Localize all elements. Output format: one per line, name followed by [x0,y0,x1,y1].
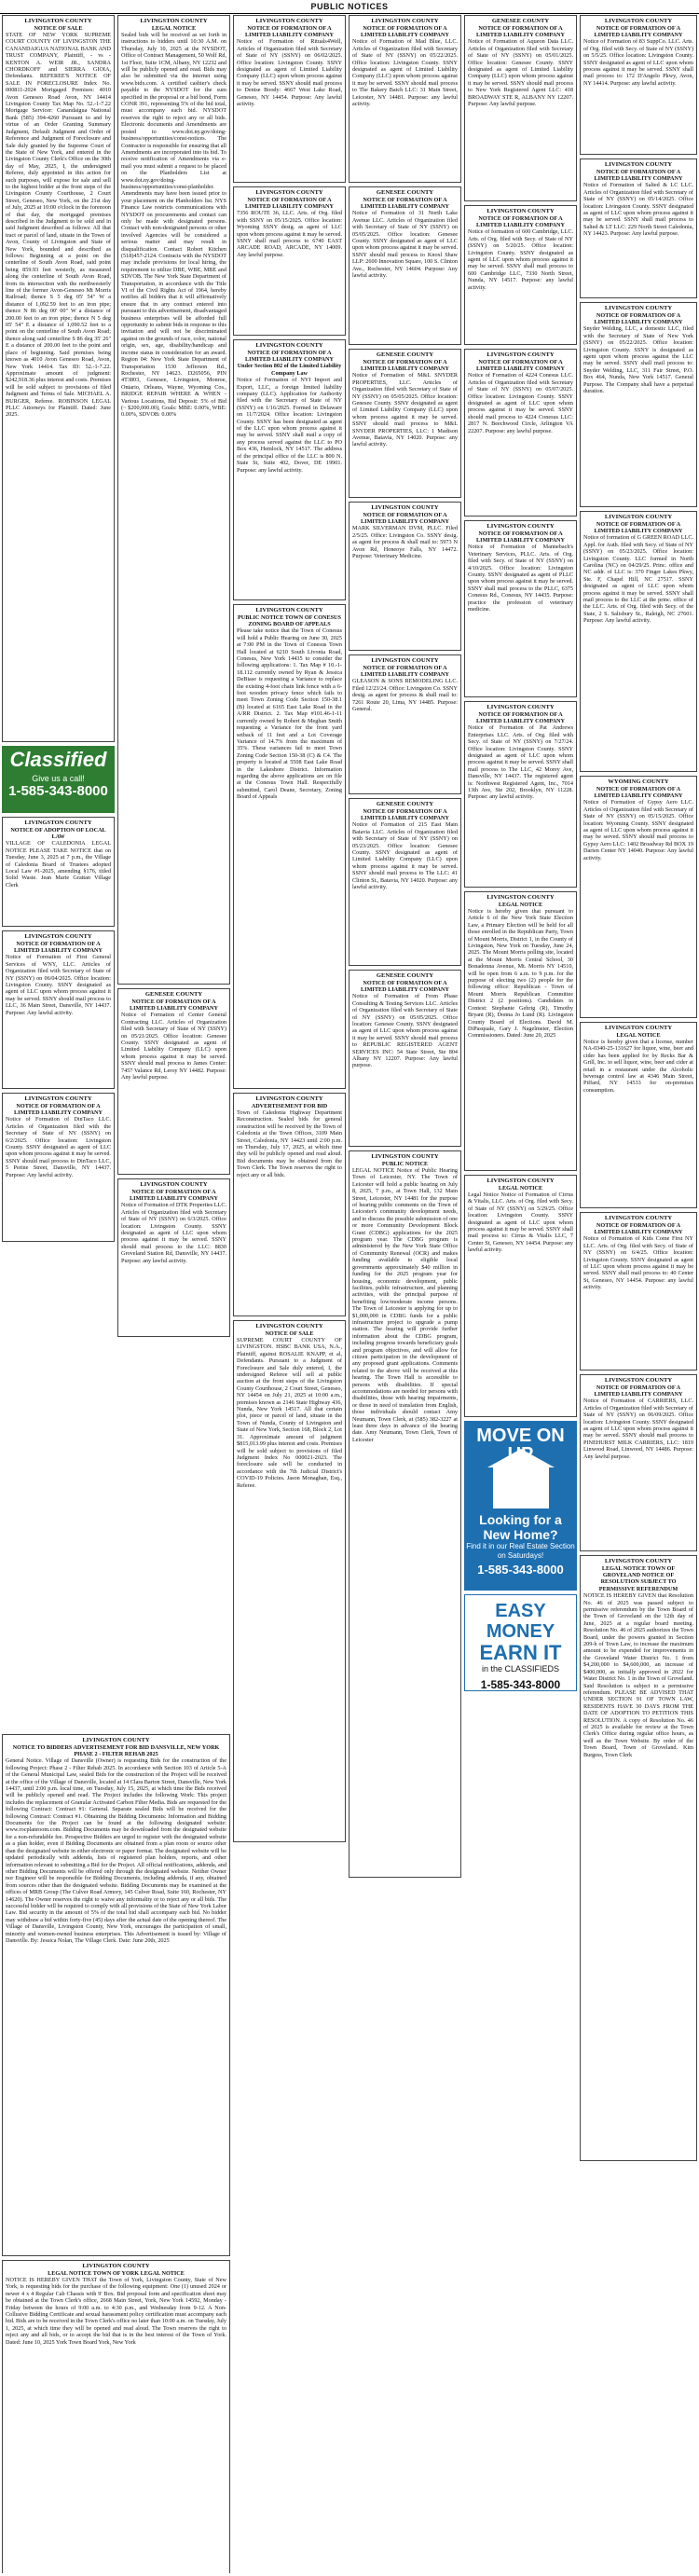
notice-body: Notice of Formation of Gypsy Aero LLC. Articles of Organization filed with Secretary of State of NY (SSNY) on 05/15/2025. Office location: Wyoming County. SSNY designated as agent of LLC upon whom process against it may be served. SSNY should mail process to Gypsy Aero LLC: 1402 Broadway Rd BOX 19 Darien Center NY 14040. Purpose: Any lawful activity. [583,799,693,861]
notice-county: LIVINGSTON COUNTY [24,1095,92,1102]
page-header: PUBLIC NOTICES [0,0,699,14]
legal-notice [580,302,697,507]
notice-county: GENESEE COUNTY [376,351,434,358]
notice-heading: NOTICE OF FORMATION OF A LIMITED LIABILITY COMPANY [14,1102,103,1116]
notice-body: Notice of Formation of CARRIERS, LLC. Articles of Organization filed with Secretary of State of NY (SSNY) on 06/09/2025. Office location: Livingston County. SSNY designated as agent of LLC upon whom process against it may be served. SSNY should mail process to PINEHURST MILK CARRIERS, LLC: 1819 Linwood Road, Linwood, NY 14486. Purpose: Any lawful purpose. [583,1398,693,1460]
ad-phone: 1-585-343-8000 [477,1563,564,1577]
notice-heading: NOTICE OF FORMATION OF A LIMITED LIABILITY COMPANY [361,511,449,525]
notice-county: LIVINGSTON COUNTY [371,1153,439,1160]
notice-county: LIVINGSTON COUNTY [24,933,92,940]
notice-body: Notice is hereby given that pursuant to Article 6 of the New York State Election Law, a Primary Election will be held for all those enrolled in the Republican Party, Town of Mount Morris, District 1, in the County of Livingston, New York on Tuesday, June 24, 2025. The Mount Morris polling site, located at the Mount Morris Central School, 30 Bonadonna Avenue, Mt. Morris NY 14510, will be open from 6 a.m. to 9 p.m. for the purpose of electing two (2) people for the following office: Republican - Town of Mount Morris Republican Committee District 2 (2 positions). Candidates in Contest: Stephanie Gehrig (R), Timothy Bryant (R), Donna Jo Lund (R). Livingston County Board of Elections. David M. DiPasquale, Gary J. Nagelmeier, Election Commissioners. Dated: June 20, 2025 [468,908,573,1040]
notice-body: NOTICE IS HEREBY GIVEN that Resolution No. 46 of 2025 was passed subject to permissive referendum by the Town Board of the Town of Groveland on the 12th day of June, 2025 at a regular board meeting. Resolution No. 46 of 2025 authorizes the Town Board, under the powers granted in Section 209-h of Town Law, to increase the maximum amount to be expended for improvements in the Groveland Water District No. 1 from $4,200,000 to $4,600,000, an increase of $400,000, as initially approved in 2022 for Water District No. 1 in the Town of Groveland. Said Resolution is subject to a permissive referendum. PLEASE BE ADVISED THAT UNDER SECTION 91 OF TOWN LAW, RESIDENTS HAVE 30 DAYS FROM THE DATE OF ADOPTION TO PETITION THIS RESOLUTION. A copy of Resolution No. 46 of 2025 is available for review at the Town Clerk's Office during regular office hours, as well as the Town Website. By order of the Town Board, Town of Groveland. Kim Burgess, Town Clerk [583,1592,693,1758]
notice-heading: NOTICE OF FORMATION OF A LIMITED LIABILITY COMPANY [594,168,683,182]
notice-body: GLEASON & SONS REMODELING LLC. Filed 12/23/24. Office: Livingston Co. SSNY desig. as agent for process & shall mail to: 7261 Route 20, Lima, NY 14485. Purpose: General. [352,678,458,713]
notice-body: Notice is hereby given that a license, number NA-0340-25-131627 for liquor, wine, beer and cider has been applied for by Recks Bar & Grill, Inc. to sell liquor, wine, beer and cider at retail in a restaurant under the Alcoholic beverage control law at 4346 Main Street, Piffard, NY 14533 for on-premises consumption. [583,1039,693,1094]
notice-body: Notice of formation of 600 Cambridge, LLC. Arts. of Org. filed with Secy. of State of NY (SSNY) on 5/20/25. Office location: Livingston County. SSNY designated as agent of LLC upon whom process against it may be served. SSNY shall mail process to 600 Cambridge LLC, 7330 North Street, Nunda, NY 14517. Purpose: any lawful activity. [468,228,573,291]
notice-county: GENESEE COUNTY [491,18,550,24]
notice-county: LIVINGSTON COUNTY [255,342,323,349]
notice-body: Notice of Formation of NYI Import and Export, LLC, a foreign limited liability company (LLC). Application for Authority filed with the Secretary of State of NY (SSNY) on 1/16/2025. Formed in Delaware on 11/7/2024. Office location: Livingston County. SSNY has been designated as agent of the LLC upon whom process against it may be served. SSNY shall mail a copy of any process served against the LLC to PO Box 436, Hemlock, NY 14517. The address of the principal office of the LLC is 800 N. State St, Suite 402, Dover, DE 19901. Purpose: any lawful activity. [237,377,342,474]
notice-body: STATE OF NEW YORK SUPREME COURT COUNTY OF LIVINGSTON THE CANANDAIGUA NATIONAL BANK AND TRUST COMPANY, Plaintiff, - vs - KENTON A. WEIR JR., SANDRA CHORDKOFF and SIERRA GIOIA, Defendants. REFEREE'S NOTICE OF SALE IN FORECLOSURE Index No. 000811-2024 Mortgaged Premises: 4010 Avon Geneseo Road Avon, NY 14414 Livingston County Tax Map No. 52.-1-7.22 Mortgage Servicer: Canandaigua National Bank (585) 394-4260 Pursuant to and by virtue of an Order Granting Summary Judgment, Default Judgment and Order of Reference and Judgment of Foreclosure and Sale duly granted by the Supreme Court of the State of New York, and entered in the Livingston County Clerk's Office on the 30th day of May, 2025, I, the undersigned Referee, duly appointed in this action for such purposes, will expose for sale and sell to the highest bidder at the front steps of the Livingston County Courthouse, 2 Court Street, Geneseo, New York, on the 21st day of July, 2025 at 10:00 o'clock in the forenoon of that day, the mortgaged premises described in the Judgment to be sold and in said Judgment described as follows: All that tract or parcel of land, situate in the Town of Avon, County of Livingston and State of New York, bounded and described as follows: Beginning at a point on the centerline of South Avon Road, said point being 859.93 feet westerly, as measured along the centerline of South Avon Road, from its intersection with the northwesterly line of the former Avon-Geneseo Mt Morris Railroad; thence S 5 deg 05' 54" W a distance of 1,092.59 feet to an iron pipe; thence N 86 deg 00' 00" W a distance of 200.00 feet to an iron pipe; thence N 5 deg 05' 54" E a distance of 1,090.52 feet to a point on the centerline of South Avon Road; thence along said centerline S 86 deg 35' 26" E a distance of 200.00 feet to the point and place of beginning. Said premises being known as 4010 Avon Geneseo Road, Avon, New York 14414. Tax ID: 52.-1-7.22. Approximate amount of judgment: $242,918.36 plus interest and costs. Premises will be sold subject to provisions of filed Judgment and Terms of Sale. MICHAEL A. BURGER, Referee. ROBINSON LEGAL PLLC Attorneys for Plaintiff. Dated: June 2025. [6,32,111,419]
notice-heading: NOTICE OF FORMATION OF A LIMITED LIABILITY COMPANY [594,311,683,325]
notice-heading: NOTICE OF FORMATION OF A LIMITED LIABILITY COMPANY Under Section 802 of the Limited Liability Company Law [237,349,342,377]
notice-heading: NOTICE OF FORMATION OF A LIMITED LIABILITY COMPANY [594,785,683,799]
notice-body: Notice of Formation of First General Services of WNY, LLC. Articles of Organization filed with Secretary of State of NY (SSNY) on 06/04/2025. Office location: Livingston County. SSNY designated as agent of LLC upon whom process against it may be served. SSNY should mail process to LLC, 36 Main Street, Dansville, NY 14437. Purpose: Any lawful activity. [6,954,111,1016]
legal-notice [349,186,461,345]
legal-notice [464,349,577,517]
notice-heading: NOTICE OF FORMATION OF A LIMITED LIABILITY COMPANY [361,807,449,821]
notice-county: LIVINGSTON COUNTY [487,894,555,901]
legal-notice [349,1150,461,1878]
notice-body: Please take notice that the Town of Conesus will hold a Public Hearing on June 30, 2025 at 7:00 PM in the Town of Conesus Town Hall located at 6210 South Livonia Road, Conesus, New York 14435 to consider the following applications: 1. Tax Map # 10.-1-18.112 currently owned by Ryan & Jessica DeBiase is requesting a Variance to replace the existing 4-foot chain link fence with a 6-foot wooden privacy fence which fails to meet Town Zoning Code Section 150-38.1 (B) located at 6165 East Lake Road in the A/RR District. 2. Tax Map #101.46-1-11 currently owned by Robert & Meghan Smith requesting a Variance for the front yard setback of 11 feet and a Lot Coverage Variance of 14.7% from the maximum of 35%. These variances fail to meet Town Zoning Code Section 150-38 (C) & C4. The property is located at 5508 East Lake Road in the Lakeshore District. Information regarding the above applications are on file at the Conesus Town Hall. Respectfully submitted, Carol Deane, Secretary, Zoning Board of Appeals [237,627,342,801]
legal-notice [117,15,230,985]
notice-county: LIVINGSTON COUNTY [604,1558,673,1564]
notice-heading: NOTICE OF FORMATION OF A LIMITED LIABILITY COMPANY [130,1188,218,1202]
notice-heading: NOTICE OF FORMATION OF A LIMITED LIABILITY COMPANY [594,24,683,38]
notice-county: LIVINGSTON COUNTY [255,1323,323,1329]
notice-county: LIVINGSTON COUNTY [255,18,323,24]
legal-notice [464,520,577,697]
ad-phone: 1-585-343-8000 [480,1678,561,1691]
notice-body: Snyder Welding, LLC, a domestic LLC, filed with the Secretary of State of New York (SSNY) on 05/22/2025. Office location: Livingston County. SSNY is designated as agent upon whom process against the LLC may be served. SSNY shall mail process to: Snyder Welding, LLC, 311 Fair Street, P.O. Box 464, Nunda, New York 14517. General Purpose. The Company shall have a perpetual duration. [583,325,693,395]
ad-subheadline: EARN IT [479,1641,562,1664]
notice-county: GENESEE COUNTY [376,801,434,807]
ad-tagline: Give us a call! [32,774,85,783]
notice-heading: PUBLIC NOTICE [381,1160,429,1167]
legal-notice [580,511,697,772]
notice-county: LIVINGSTON COUNTY [604,1025,673,1031]
legal-notice [233,1320,346,1842]
notice-heading: NOTICE OF FORMATION OF A LIMITED LIABILITY COMPANY [476,214,565,228]
legal-notice [2,817,115,927]
notice-county: LIVINGSTON COUNTY [140,1181,208,1188]
notice-body: LEGAL NOTICE Notice of Public Hearing Town of Leicester, NY. The Town of Leicester will hold a public hearing on July 8, 2025, 7 p.m., at Town Hall, 132 Main Street, Leicester, NY 14481 for the purpose of hearing public comments on the Town of Leicester's community development needs, and to discuss the possible submission of one or more Community Development Block Grant (CDBG) applications for the 2025 program year. The CDBG program is administered by the New York State Office of Community Renewal (OCR) and makes funding available to eligible local governments approximately $40 million in funding for the 2025 program year for housing, economic development, public facilities, public infrastructure, and planning activities, with the principal purpose of benefiting low/moderate income persons. The Town of Leicester is applying for up to $1,000,000 in CDBG funds for a public infrastructure project to upgrade a pump station. The hearing will provide further information about the CDBG program, including progress towards beneficiary goals and program objectives, and will allow for citizen participation in the development of any proposed grant applications. Comments related to the above will be received at this hearing. The Town Hall is accessible to persons with disabilities. If special accommodations are needed for persons with disabilities, those with hearing impairments, or those in need of translation from English, those individuals should contact Amy Neumann, Town Clerk, at (585) 382-3227 at least three days in advance of the hearing date. Amy Neumann, Town Clerk, Town of Leicester [352,1167,458,1443]
notice-body: Notice of Formation of 31 North Lake Avenue LLC. Articles of Organization filed with Secretary of State of NY (SSNY) on 05/05/2025. Office location: Genesee County. SSNY designated as agent of LLC upon whom process against it may be served. SSNY should mail process to Knoxl Shaw LLP: 2600 Innovation Square, 100 S. Clinton Ave., Rochester, NY 14604. Purpose: Any lawful activity. [352,210,458,280]
column-2 [117,15,230,1730]
notice-heading: NOTICE OF FORMATION OF A LIMITED LIABILITY COMPANY [476,24,565,38]
notice-heading: NOTICE OF FORMATION OF A LIMITED LIABILITY COMPANY [245,196,334,210]
notice-heading: ADVERTISEMENT FOR BID [251,1102,328,1109]
notice-body: Notice of Formation of DinTaco LLC. Articles of Organization filed with the Secretary of State of NY (SSNY) on 6/2/2025. Office location: Livingston County. SSNY designated as agent of LLC upon whom process against it may be served. SSNY should mail process to DinTaco LLC, 5 Perine Street, Dansville, NY 14437. Purpose: Any lawful activity. [6,1116,111,1178]
easy-money-ad [464,1594,577,1691]
notice-body: Notice of Formation of Salted & LC LLC. Articles of Organization filed with Secretary of State of NY (SSNY) on 05/14/2025. Office location: Livingston County. SSNY designated as agent of LLC upon whom process against it may be served. SSNY shall mail process to Salted & LT LLC: 229 North Street Caledonia, NY 14423. Purpose: Any lawful purpose. [583,182,693,238]
legal-notice [349,798,461,966]
notice-body: Notice of Formation of Mad Blue, LLC. Articles of Organization filed with Secretary of State of NY (SSNY) on 05/22/2025. Office location: Livingston County. SSNY designated as agent of Limited Liability Company (LLC) upon whom process against it may be served. SSNY should mail process to The Bakery Batch LLC: 31 Main Street, Leicester, NY 14481. Purpose: any lawful activity. [352,38,458,108]
legal-notice [2,15,115,742]
classified-logo: Classified [9,748,107,771]
legal-notice [464,701,577,888]
notice-body: Notice of Formation of From Phase Consulting & Testing Services LLC. Articles of Organization filed with Secretary of State of NY (SSNY) on 05/05/2025. Office location: Genesee County. SSNY designated as agent of LLC upon whom process against it may be served. SSNY should mail process to REPUBLIC REGISTERED AGENT SERVICES INC: 54 State Street, Ste 804 Albany NY 12207. Purpose: Any lawful purpose. [352,993,458,1069]
notice-county: LIVINGSTON COUNTY [255,1095,323,1102]
ad-phone: 1-585-343-8000 [8,783,108,799]
legal-notice [349,970,461,1147]
notice-county: LIVINGSTON COUNTY [487,208,555,214]
notice-county: LIVINGSTON COUNTY [371,18,439,24]
notice-heading: NOTICE OF SALE [34,24,83,32]
notice-body: Legal Notice Notice of Formation of Cirrus & Vitalis, LLC. Arts. of Org. filed with Secy. of State of NY (SSNY) on 5/29/25. Office location: Livingston County. SSNY designated as agent of LLC upon whom process against it may be served. SSNY shall mail process to: Cirrus & Vitalis LLC, 7 Center St, Geneseo, NY 14454. Purpose: any lawful activity. [468,1192,573,1254]
notice-county: LIVINGSTON COUNTY [604,1377,673,1384]
notice-county: LIVINGSTON COUNTY [24,820,92,826]
notice-county: LIVINGSTON COUNTY [487,704,555,710]
ad-tagline: Find it in our Real Estate Section on Saturdays! [466,1542,575,1560]
notice-county: LIVINGSTON COUNTY [487,351,555,358]
ad-headline: MOVE ON [476,1426,565,1446]
notice-county: LIVINGSTON COUNTY [487,523,555,530]
notice-heading: NOTICE OF FORMATION OF A LIMITED LIABILITY COMPANY [14,940,103,954]
notice-body: Notice of Formation of Mannebach's Veterinary Services, PLLC. Arts. of Org. filed with Secy. of State of NY (SSNY) on 4/10/2025. Office location: Livingston County. SSNY designated as agent of PLLC upon whom process against it may be served. SSNY shall mail process to the PLLC, 6375 Conesus Rd., Conesus, NY 14435. Purpose: practice the profession of veterinary medicine. [468,544,573,613]
notice-county: LIVINGSTON COUNTY [371,504,439,511]
legal-notice [233,15,346,183]
notice-county: LIVINGSTON COUNTY [604,18,673,24]
notice-heading: NOTICE OF FORMATION OF A LIMITED LIABILITY COMPANY [245,24,334,38]
legal-notice [233,339,346,600]
legal-notice [580,1212,697,1371]
legal-notice [233,1093,346,1316]
legal-notice [349,349,461,498]
ad-question: Looking for a New Home? [479,1512,562,1542]
legal-notice [464,1175,577,1417]
notice-body: Notice of Formation of Pat Andrews Enterprises LLC. Arts. of Org. filed with Secy. of State of NY (SSNY) on 7/27/24. Office location: Livingston County. SSNY designated as agent of LLC upon whom process against it may be served. SSNY shall mail process to The LLC, 42 Morey Ave, Dansville, NY 14437. The registered agent is: Northwest Registered Agent, Inc., 7014 13th Ave, Ste 202, Brooklyn, NY 11228. Purpose: any lawful activity. [468,724,573,801]
notice-heading: NOTICE OF FORMATION OF A LIMITED LIABILITY COMPANY [594,520,683,534]
notice-body: Notice of Formation of 4224 Conesus LLC. Articles of Organization filed with Secretary of State of NY (SSNY) on 05/07/2025. Office location: Livingston County. SSNY designated as agent of LLC upon whom process against it may be served. SSNY should mail process to 4224 Conesus LLC: 2817 N. Beechwood Circle, Arlington VA 22207. Purpose: any lawful purpose. [468,372,573,434]
notice-body: Sealed bids will be received as set forth in instructions to bidders until 10:30 A.M. on Thursday, July 10, 2025 at the NYSDOT, Office of Contract Management, 50 Wolf Rd, 1st Floor, Suite 1CM, Albany, NY 12232 and will be publicly opened and read. Bids may also be submitted via the internet using www.bidx.com. A certified cashier's check payable to the NYSDOT for the sum specified in the proposal or a bid bond, Form CONR 391, representing 5% of the bid total, must accompany each bid. NYSDOT reserves the right to reject any or all bids. Electronic documents and Amendments are posted to www.dot.ny.gov/doing-business/opportunities/const-notices. The Contractor is responsible for ensuring that all Amendments are incorporated into its bid. To receive notification of Amendments via e-mail you must submit a request to be placed on the Planholders List at www.dot.ny.gov/doing-business/opportunities/const-planholder. Amendments may have been issued prior to your placement on the Planholders list. NYS Finance Law restricts communications with NYSDOT on procurements and contact can only be made with designated persons. Contact with non-designated persons or other involved Agencies will be considered a serious matter and may result in disqualification. Contact Robert Kitchen (518)457-2124. Contracts with the NYSDOT may include provisions for local hiring, the requirement to utilize DBE, WBE, MBE and SDVOB. The New York State Department of Transportation, in accordance with the Title VI of the Civil Rights Act of 1964, hereby notifies all bidders that it will affirmatively ensure that in any contract entered into pursuant to this advertisement, disadvantaged business enterprises will be afforded full opportunity to submit bids in response to this invitation and will not be discriminated against on the grounds of race, color, national origin, sex, age, disability/handicap and income status in consideration for an award. Region 04: New York State Department of Transportation 1530 Jefferson Rd., Rochester, NY 14623. D265056, PIN 4T3803, Genesee, Livingston, Monroe, Ontario, Orleans, Wayne, Wyoming Cos., BRIDGE REPAIR WHERE & WHEN - Various Locations, Bid Deposit: 5% of Bid (~ $200,000.00), Goals: MBE: 0.00%, WBE: 0.00%, SDVOB: 0.00% [121,32,226,419]
legal-notice [464,891,577,1171]
legal-notice [2,930,115,1089]
notice-heading: NOTICE OF FORMATION OF A LIMITED LIABILITY COMPANY [361,358,449,372]
notice-county: LIVINGSTON COUNTY [82,1737,150,1743]
legal-notice [580,15,697,155]
notice-heading: LEGAL NOTICE TOWN OF YORK LEGAL NOTICE [48,2269,185,2277]
legal-notice [233,186,346,336]
classified-call-ad [2,746,115,813]
notice-county: LIVINGSTON COUNTY [371,657,439,664]
notice-heading: NOTICE OF FORMATION OF A LIMITED LIABILITY COMPANY [361,979,449,993]
notice-county: LIVINGSTON COUNTY [487,1178,555,1184]
legal-notice [349,15,461,183]
notice-county: LIVINGSTON COUNTY [604,161,673,168]
legal-notice [580,158,697,298]
notice-heading: NOTICE OF FORMATION OF A LIMITED LIABILITY COMPANY [476,530,565,544]
notice-heading: PUBLIC NOTICE TOWN OF CONESUS ZONING BOARD OF APPEALS [238,613,341,627]
notice-heading: NOTICE OF FORMATION OF A LIMITED LIABILITY COMPANY [476,710,565,724]
notice-county: LIVINGSTON COUNTY [255,607,323,613]
house-icon [493,1467,549,1508]
notice-county: LIVINGSTON COUNTY [24,18,92,24]
legal-notice [464,205,577,345]
notice-heading: LEGAL NOTICE [151,24,197,32]
wide-notices [2,1734,230,2573]
notice-body: Notice of Formation of M&L SNYDER PROPERTIES, LLC. Articles of Organization filed with Secretary of State of NY (SSNY) on 05/05/2025. Office location: Genesee County. SSNY designated as agent of Limited Liability Company (LLC) upon whom process against it may be served. SSNY should mail process to M&L SNYDER PROPERTIES, LLC: 1 Madison Avenue, Batavia, NY 14020. Purpose: any lawful activity. [352,372,458,448]
notice-body: Notice of Formation of Kids Come First NY LLC. Arts. of Org. filed with Secy. of State of NY (SSNY) on 6/4/25. Office location: Livingston County. SSNY designated as agent of LLC upon whom process against it may be served. SSNY shall mail process to: 40 Center St, Geneseo, NY 14454. Purpose: any lawful activity. [583,1235,693,1291]
notice-county: LIVINGSTON COUNTY [82,2263,150,2269]
notice-heading: NOTICE OF FORMATION OF A LIMITED LIABILITY COMPANY [130,998,218,1012]
notice-body: MARK SILVERMAN DVM, PLLC. Filed 2/5/25. Office: Livingston Co. SSNY desig. as agent for process & shall mail to: 5973 N Avon Rd, Honeoye Falls, NY 14472. Purpose: Veterinary Medicine. [352,525,458,560]
legal-notice [580,1374,697,1551]
legal-notice [464,15,577,201]
notice-body: General Notice. Village of Dansville (Owner) is requesting Bids for the construction of the following Project: Phase 2 - Filter Rehab 2025. In accordance with Section 103 of Article 5-A of the General Municipal Law, sealed Bids for the construction of the Project will be received at the office of the Village of Dansville, located at 14 Clara Barton Street, Dansville, New York 14437, until 2:00 p.m. local time, on Tuesday, July 15, 2025, at which time the Bids received will be publicly opened and read. The Project includes the following Work: This project includes the replacement of Granular Activated Carbon Filter Media. Bids are requested for the following Contract: Contract #1: General. Separate sealed Bids will be received for the following Contract: Contract #1. Obtaining the Bidding Documents: Information and Bidding Documents for the Project can be found at the following designated website: www.rocplanroom.com. Bidding Documents may be downloaded from the designated website for a non-refundable fee. Prospective Bidders are urged to register with the designated website as a plan holder, even if Bidding Documents are obtained from a plan room or source other than the designated website in either electronic or paper format. The designated website will be updated periodically with addenda, lists of registered plan holders, reports, and other information relevant to submitting a Bid for the Project. All official notifications, addenda, and other Bidding Documents will be offered only through the designated website. Neither Owner nor Engineer will be responsible for Bidding Documents, including addenda, if any, obtained from sources other than the designated website. Bidding Documents may be examined at the offices of MRB Group (The Culver Road Armory, 145 Culver Road, Suite 160, Rochester, NY 14620). The Owner reserves the right to waive any informality or to reject any or all bids. The successful bidder will be required to comply with all provisions of the State of New York Labor Law. Bid security in the amount of 5% of the total bid shall accompany each bid. No bidder may withdraw a bid within forty-five (45) days after the actual date of the opening thereof. The Village of Dansville, Livingston County, New York, encourages the participation of small, minority and women-owned business enterprises. This Advertisement is issued by: Village of Dansville. By: Jessica Nolan, The Village Clerk. Date: June 20th, 2025 [6,1757,226,1944]
notice-body: Notice of Formation of Aqueon Data LLC. Articles of Organization filed with Secretary of State of NY (SSNY) on 05/01/2025. Office location: Genesee County. SSNY designated as agent of Limited Liability Company (LLC) upon whom process against it may be served. SSNY should mail process to New York Registered Agent LLC: 418 BROADWAY STE R, ALBANY NY 12207. Purpose: Any lawful purpose. [468,38,573,108]
notice-heading: NOTICE OF FORMATION OF A LIMITED LIABILITY COMPANY [361,24,449,38]
notice-body: Notice of Formation of Rituals4Well, Articles of Organization filed with Secretary of State of NY (SSNY) on 06/02/2025. Office location: Livingston County. SSNY designated as agent of Limited Liability Company (LLC) upon whom process against it may be served. SSNY should mail process to Denise Boody: 4667 West Lake Road, Geneseo, NY 14454. Purpose: Any lawful activity. [237,38,342,108]
notice-county: GENESEE COUNTY [376,189,434,196]
notice-heading: LEGAL NOTICE TOWN OF GROVELAND NOTICE OF RESOLUTION SUBJECT TO PERMISSIVE REFERENDUM [598,1564,678,1592]
notice-body: Notice of Formation of 215 East Main Batavia LLC. Articles of Organization filed with Secretary of State of NY (SSNY) on 05/23/2025. Office location: Genesee County. SSNY designated as agent of Limited Liability Company (LLC) upon whom process against it may be served. SSNY should mail process to The LLC: 41 Clinton St., Batavia, NY 14020. Purpose: any lawful activity. [352,821,458,891]
notice-county: WYOMING COUNTY [608,778,669,785]
notice-body: Notice of Formation of DTK Properties LLC. Articles of Organization filed with Secretary of State of NY (SSNY) on 6/3/2025. Office location: Livingston County. SSNY designated as agent of LLC upon whom process against it may be served. SSNY should mail process to the LLC: 8830 Groveland Station Rd, Dansville, NY 14437. Purpose: any lawful activity. [121,1202,226,1264]
legal-notice [349,502,461,651]
legal-notice [2,1093,115,1242]
notice-body: NOTICE IS HEREBY GIVEN THAT the Town of York, Livingston County, State of New York, is requesting bids for the purchase of the following equipment: One (1) unused 2024 or newer 4 x 4 Regular Cab Chassis with 9' Box. Bid proposal form and specification sheet may be obtained at the Town Clerk's office, 2668 Main Street, York, New York 14592, Monday - Friday between the hours of 9:00 a.m. to 4:30 p.m., and Wednesday from 9-12. A Non-Collusive Bidding Certificate and sexual harassment policy certification must accompany each bid. Bids are to be received in the Town Clerk's office no later than 10:00 a.m. on Tuesday, July 1, 2025, at which time they will be opened and read aloud. The Town reserves the right to reject any and all bids, or to accept the bid that is in the best interest of the Town of York. Dated: June 10, 2025 York Town Board York, New York [6,2277,226,2346]
column-6 [580,15,697,2572]
notice-body: SUPREME COURT COUNTY OF LIVINGSTON. HSBC BANK USA, N.A., Plaintiff, against ROSALIE KNAPP, et al, Defendants. Pursuant to a Judgment of Foreclosure and Sale duly entered, I, the undersigned Referee will sell at public auction at the front steps of the Livingston County Courthouse, 2 Court Street, Geneseo, NY 14454 on July 21, 2025 at 10:00 a.m., premises known as 2146 State Highway 436, Nunda, New York 14517. All that certain plot, piece or parcel of land, situate in the Town of Nunda, County of Livingston and State of New York, Section 168, Block 2, Lot 31. Approximate amount of judgment $815,013.99 plus interest and costs. Premises will be sold subject to provisions of filed Judgment Index No 000021-2023. The foreclosure sale will be conducted in accordance with the 7th Judicial District's COVID-19 Policies. Jason Monaghan, Esq., Referee. [237,1337,342,1489]
column-3 [233,15,346,2572]
legal-notice [580,776,697,1018]
legal-notice [2,1734,230,2256]
notice-heading: NOTICE OF FORMATION OF A LIMITED LIABILITY COMPANY [361,196,449,210]
legal-notice [580,1022,697,1208]
legal-notice [580,1555,697,2161]
real-estate-ad [464,1421,577,1591]
notice-county: LIVINGSTON COUNTY [255,189,323,196]
notice-county: LIVINGSTON COUNTY [604,514,673,520]
notice-heading: NOTICE OF SALE [265,1329,314,1337]
notice-heading: LEGAL NOTICE [616,1031,661,1039]
notice-body: Notice of Formation of Center General Contracting LLC. Articles of Organization filed with Secretary of State of NY (SSNY) on 05/21/2025. Office location: Genesee County. SSNY designated as agent of Limited Liability Company (LLC) upon whom process against it may be served. SSNY should mail process to James Center: 7457 Valance Rd, Leroy NY 14482. Purpose: Any lawful purpose. [121,1012,226,1081]
notice-county: GENESEE COUNTY [144,991,203,998]
notice-heading: NOTICE OF FORMATION OF A LIMITED LIABILITY COMPANY [361,664,449,678]
column-4 [349,15,461,2572]
column-5 [464,15,577,2572]
ad-headline: EASY MONEY [486,1601,555,1642]
notice-heading: NOTICE OF FORMATION OF A LIMITED LIABILITY COMPANY [594,1221,683,1235]
notice-county: LIVINGSTON COUNTY [604,305,673,311]
notice-heading: NOTICE OF ADOPTION OF LOCAL LAW [10,826,106,840]
column-1 [2,15,115,1730]
notice-body: VILLAGE OF CALEDONIA LEGAL NOTICE PLEASE TAKE NOTICE that on Tuesday, June 3, 2025 at 7 p.m., the Village of Caledonia Board of Trustees adopted Local Law #1-2025, amending §176, titled Solid Waste. Jean Marie Grattan Village Clerk [6,840,111,889]
legal-notice [2,2260,230,2573]
legal-notice [117,1178,230,1337]
notice-heading: NOTICE OF FORMATION OF A LIMITED LIABILITY COMPANY [594,1384,683,1398]
legal-notice [233,604,346,1089]
notice-heading: LEGAL NOTICE [498,901,543,908]
notice-body: Notice of formation of G GREEN ROAD LLC. Appl. for Auth. filed with Secy. of State of NY (SSNY) on 05/23/2025. Office location: Livingston County. LLC formed in North Carolina (NC) on 04/29/25. Princ. office and NC addr. of LLC is: 370 Finger Lakes Pkwy, Ste. F, Chapel Hill, NC 27517. SSNY designated as agent of LLC upon whom process against it may be served. SSNY shall mail process to the LLC at the princ. office of the LLC. Arts. of Org. filed with Secy. of the State, 2 S. Salisbury St., Raleigh, NC 27601. Purpose: Any lawful activity. [583,534,693,625]
notice-county: GENESEE COUNTY [376,972,434,979]
notice-county: LIVINGSTON COUNTY [140,18,208,24]
notice-heading: NOTICE OF FORMATION OF A LIMITED LIABILITY COMPANY [476,358,565,372]
notice-heading: NOTICE TO BIDDERS ADVERTISEMENT FOR BID DANSVILLE, NEW YORK PHASE 2 - FILTER REHAB 2025 [12,1743,220,1757]
notice-county: LIVINGSTON COUNTY [604,1215,673,1221]
notice-heading: LEGAL NOTICE [498,1184,543,1192]
notice-body: Notice of Formation of 83 SuppCo. LLC. Arts. of Org. filed with Secy. of State of NY (SSNY) on 5/5/25. Office location: Livingston County. SSNY designated as agent of LLC upon whom process against it may be served. SSNY shall mail process to: 172 D'Angelo Pkwy, Avon, NY 14414. Purpose: any lawful activity. [583,38,693,87]
legal-notice [117,988,230,1175]
notice-body: 7356 ROUTE 36, LLC. Arts. of Org. filed with SSNY on 05/15/2025. Office location: Wyoming SSNY desig. as agent of LLC upon whom process against it may be served. SSNY shall mail process to 6740 EAST ARCADE ROAD, ARCADE, NY 14009. Any lawful purpose. [237,210,342,258]
notice-body: Town of Caledonia Highway Department Reconstruction. Sealed bids for general construction will be received by the Town of Caledonia at the Town Offices, 3109 Main Street, Caledonia, NY 14423 until 2:00 p.m. on Thursday, July 17, 2025, at which time they will be publicly opened and read aloud. Bid documents may be obtained from the Town Clerk. The Town reserves the right to reject any or all bids. [237,1109,342,1178]
ad-tagline: in the CLASSIFIEDS [481,1664,560,1674]
legal-notice [349,654,461,794]
